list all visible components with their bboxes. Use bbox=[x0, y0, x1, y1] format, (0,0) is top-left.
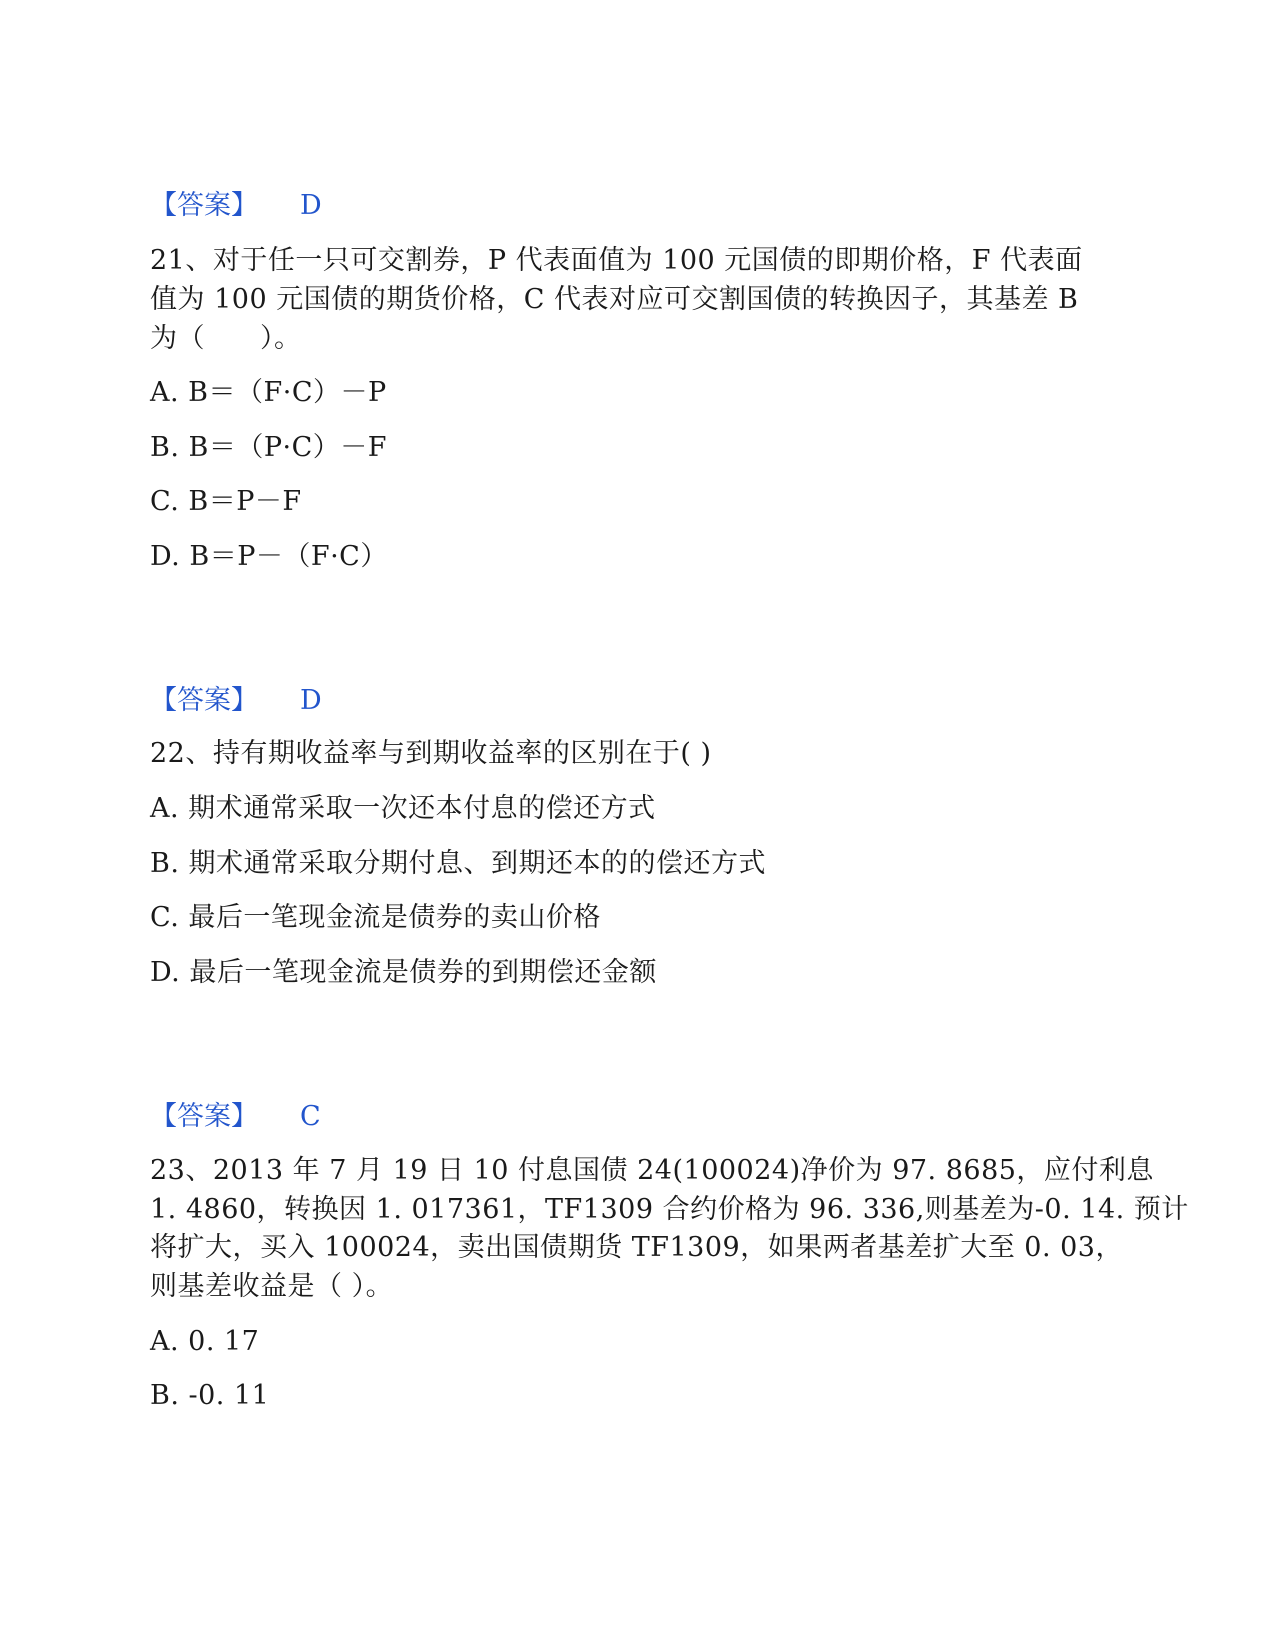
question-23-line-1: 23、2013 年 7 月 19 日 10 付息国债 24(100024)净价为 97. 8685，应付利息 bbox=[150, 1155, 1154, 1186]
answer-row-3 bbox=[150, 1101, 321, 1133]
question-21-line-3: 为（ ）。 bbox=[150, 323, 302, 354]
question-21-line-1: 21、对于任一只可交割券，P 代表面值为 100 元国债的即期价格，F 代表面 bbox=[150, 245, 1083, 276]
question-21-line-2: 值为 100 元国债的期货价格，C 代表对应可交割国债的转换因子，其基差 B bbox=[150, 284, 1079, 315]
answer-value: D bbox=[300, 685, 322, 716]
answer-label: 【答案】 bbox=[150, 1101, 258, 1132]
question-23-line-2: 1. 4860，转换因 1. 017361，TF1309 合约价格为 96. 336,则基差为-0. 14. 预计 bbox=[150, 1194, 1189, 1225]
answer-label: 【答案】 bbox=[150, 685, 258, 716]
question-21-option-c: C. B＝P－F bbox=[150, 486, 302, 517]
question-21-option-a: A. B＝（F·C）－P bbox=[150, 377, 387, 408]
answer-label: 【答案】 bbox=[150, 190, 258, 221]
question-21-option-d: D. B＝P－（F·C） bbox=[150, 541, 388, 572]
answer-value: D bbox=[300, 190, 322, 221]
question-22-option-a: A. 期术通常采取一次还本付息的偿还方式 bbox=[150, 793, 656, 824]
question-22-option-d: D. 最后一笔现金流是债券的到期偿还金额 bbox=[150, 957, 657, 988]
question-23-option-a: A. 0. 17 bbox=[150, 1326, 260, 1357]
question-21-option-b: B. B＝（P·C）－F bbox=[150, 432, 387, 463]
question-23-option-b: B. -0. 11 bbox=[150, 1380, 270, 1411]
question-23-line-4: 则基差收益是（ ）。 bbox=[150, 1271, 394, 1302]
answer-row-1 bbox=[150, 190, 322, 222]
answer-value: C bbox=[300, 1101, 321, 1132]
question-22-line-1: 22、持有期收益率与到期收益率的区别在于( ) bbox=[150, 738, 712, 769]
question-22-option-c: C. 最后一笔现金流是债券的卖山价格 bbox=[150, 902, 601, 933]
question-23-line-3: 将扩大，买入 100024，卖出国债期货 TF1309，如果两者基差扩大至 0. 03， bbox=[150, 1232, 1123, 1263]
answer-row-2 bbox=[150, 685, 322, 717]
question-22-option-b: B. 期术通常采取分期付息、到期还本的的偿还方式 bbox=[150, 848, 767, 879]
